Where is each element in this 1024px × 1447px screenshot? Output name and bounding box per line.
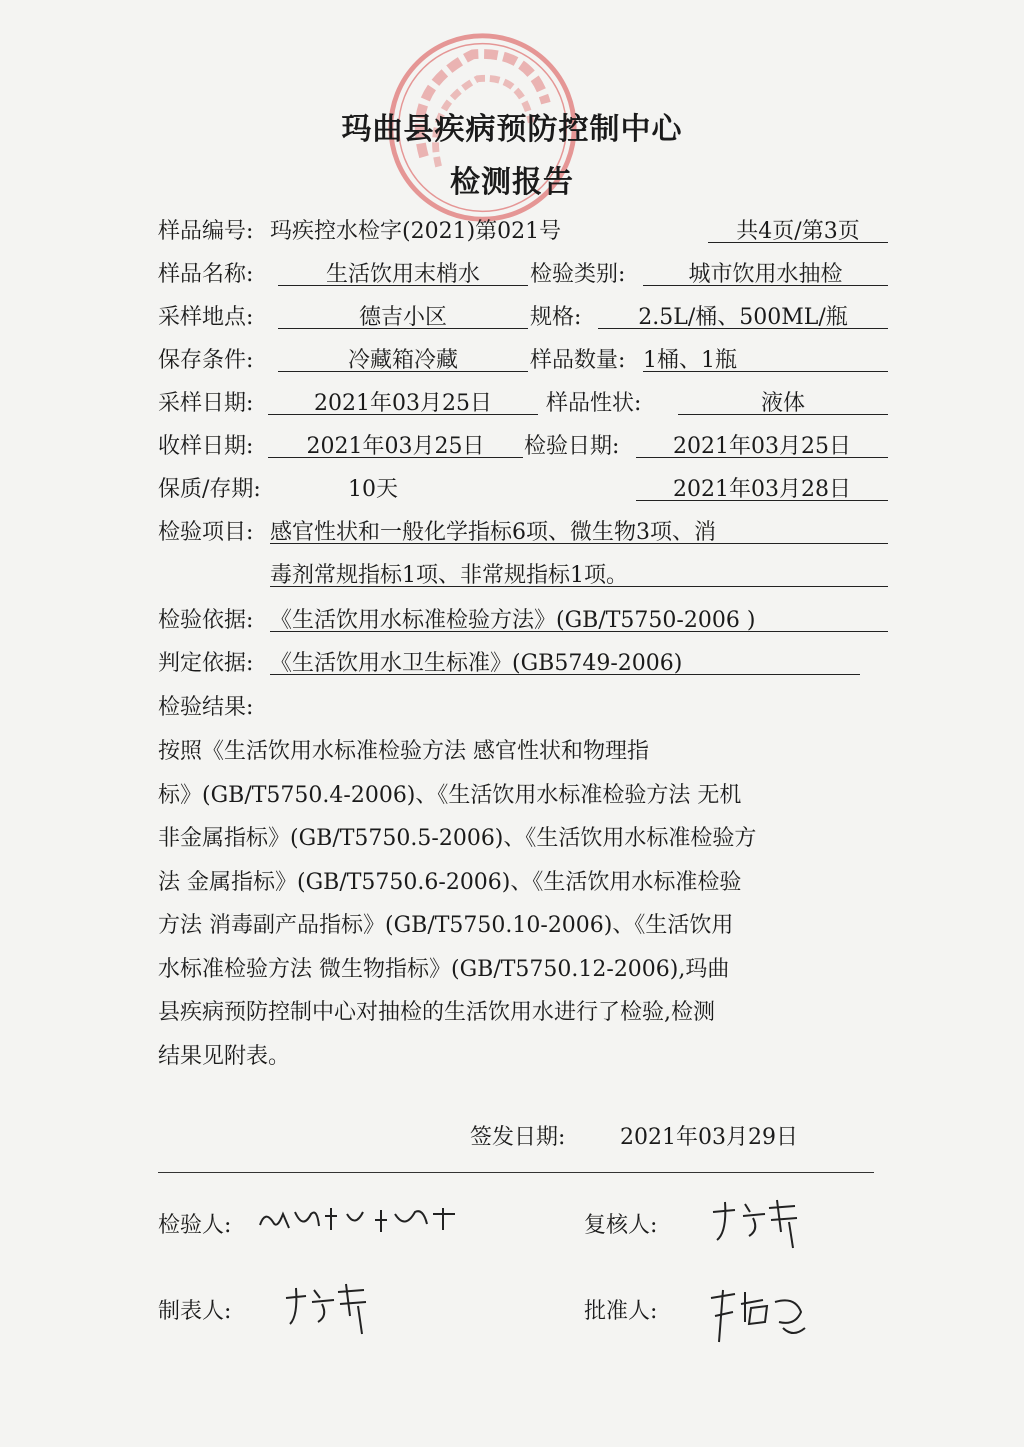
- result-line: 按照《生活饮用水标准检验方法 感官性状和物理指: [158, 739, 649, 764]
- storage-label: 保存条件:: [158, 348, 254, 373]
- judge-label: 判定依据:: [158, 651, 254, 676]
- site-value: 德吉小区: [278, 300, 528, 329]
- test-date-value: 2021年03月25日: [636, 429, 888, 458]
- site-label: 采样地点:: [158, 305, 254, 330]
- sample-date-value: 2021年03月25日: [268, 386, 538, 415]
- approver-label: 批准人:: [584, 1299, 658, 1324]
- report-title: 检测报告: [450, 165, 574, 200]
- separator-line: [158, 1172, 874, 1173]
- issue-date-label: 签发日期:: [470, 1125, 566, 1150]
- sample-no-value: 玛疾控水检字(2021)第021号: [270, 219, 562, 244]
- org-title: 玛曲县疾病预防控制中心: [341, 112, 683, 147]
- sample-name-value: 生活饮用末梢水: [278, 257, 528, 286]
- nature-value: 液体: [678, 386, 888, 415]
- basis-label: 检验依据:: [158, 608, 254, 633]
- result-label: 检验结果:: [158, 695, 254, 720]
- preparer-label: 制表人:: [158, 1299, 232, 1324]
- test-type-label: 检验类别:: [530, 262, 626, 287]
- receive-date-label: 收样日期:: [158, 434, 254, 459]
- receive-date-value: 2021年03月25日: [268, 429, 523, 458]
- result-line: 标》(GB/T5750.4-2006)、《生活饮用水标准检验方法 无机: [158, 782, 742, 808]
- storage-value: 冷藏箱冷藏: [278, 343, 528, 372]
- sample-no-label: 样品编号:: [158, 219, 254, 244]
- result-line: 水标准检验方法 微生物指标》(GB/T5750.12-2006),玛曲: [158, 956, 730, 982]
- nature-label: 样品性状:: [546, 391, 642, 416]
- qty-value: 1桶、1瓶: [643, 343, 888, 372]
- result-line: 结果见附表。: [158, 1043, 291, 1069]
- spec-value: 2.5L/桶、500ML/瓶: [598, 300, 888, 329]
- page-count: 共4页/第3页: [708, 214, 888, 243]
- reviewer-label: 复核人:: [584, 1213, 658, 1238]
- judge-value: 《生活饮用水卫生标准》(GB5749-2006): [270, 646, 860, 675]
- result-line: 县疾病预防控制中心对抽检的生活饮用水进行了检验,检测: [158, 1000, 715, 1025]
- sample-name-label: 样品名称:: [158, 262, 254, 287]
- inspector-signature: [255, 1200, 465, 1240]
- spec-label: 规格:: [530, 305, 582, 330]
- complete-date-value: 2021年03月28日: [636, 472, 888, 501]
- result-line: 方法 消毒副产品指标》(GB/T5750.10-2006)、《生活饮用: [158, 913, 734, 938]
- items-value-line2: 毒剂常规指标1项、非常规指标1项。: [270, 558, 888, 587]
- reviewer-signature: [705, 1192, 825, 1252]
- shelf-label: 保质/存期:: [158, 477, 261, 502]
- items-value-line1: 感官性状和一般化学指标6项、微生物3项、消: [270, 515, 888, 544]
- sample-date-label: 采样日期:: [158, 391, 254, 416]
- items-label: 检验项目:: [158, 520, 254, 545]
- result-paragraph: [158, 730, 888, 1078]
- shelf-value: 10天: [348, 477, 398, 502]
- approver-signature: [705, 1282, 815, 1352]
- result-line: 法 金属指标》(GB/T5750.6-2006)、《生活饮用水标准检验: [158, 869, 742, 895]
- preparer-signature: [280, 1276, 390, 1336]
- qty-label: 样品数量:: [530, 348, 626, 373]
- test-type-value: 城市饮用水抽检: [643, 257, 888, 286]
- test-date-label: 检验日期:: [524, 434, 620, 459]
- result-line: 非金属指标》(GB/T5750.5-2006)、《生活饮用水标准检验方: [158, 826, 757, 851]
- basis-value: 《生活饮用水标准检验方法》(GB/T5750-2006 ): [270, 603, 888, 632]
- inspector-label: 检验人:: [158, 1213, 232, 1238]
- issue-date-value: 2021年03月29日: [620, 1125, 798, 1150]
